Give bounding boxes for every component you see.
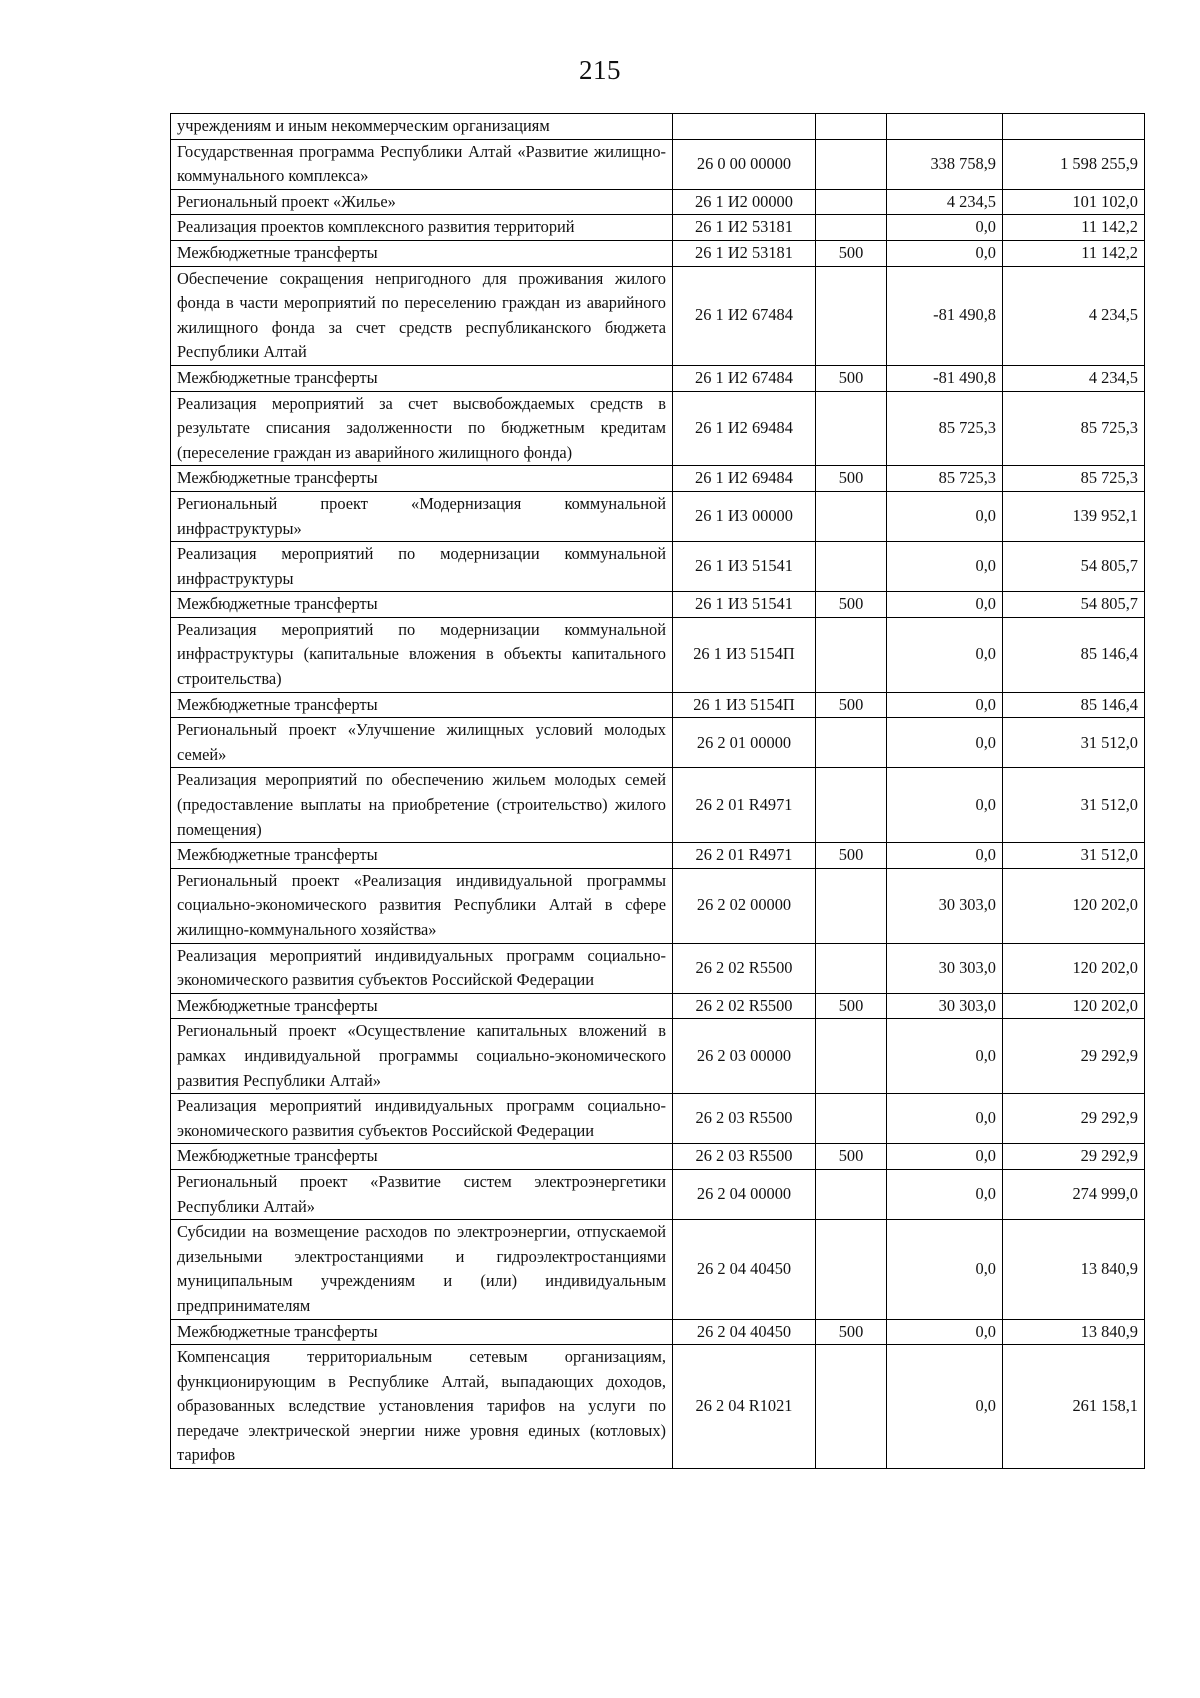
table-row <box>171 1345 1145 1469</box>
row-code-cell: 26 0 00 00000 <box>673 139 816 189</box>
row-name-cell: Межбюджетные трансферты <box>171 1319 673 1345</box>
row-amount-total-cell <box>1003 114 1145 140</box>
table-row <box>171 592 1145 618</box>
row-name-cell: Реализация мероприятий за счет высвобождаемых средств в результате списания задолженности по бюджетным кредитам (переселение граждан из аварийного жилищного фонда) <box>171 391 673 466</box>
row-amount-change-cell: 85 725,3 <box>887 391 1003 466</box>
row-amount-total-cell: 120 202,0 <box>1003 943 1145 993</box>
row-code-cell: 26 1 И2 69484 <box>673 466 816 492</box>
row-code-cell: 26 1 И3 51541 <box>673 592 816 618</box>
row-name-cell: Межбюджетные трансферты <box>171 592 673 618</box>
row-amount-change-cell: 0,0 <box>887 1345 1003 1469</box>
row-expense-type-cell: 500 <box>816 1319 887 1345</box>
row-expense-type-cell <box>816 943 887 993</box>
row-name-cell: Межбюджетные трансферты <box>171 1144 673 1170</box>
row-amount-total-cell: 29 292,9 <box>1003 1144 1145 1170</box>
row-code-cell: 26 1 И3 5154П <box>673 617 816 692</box>
row-amount-total-cell: 31 512,0 <box>1003 843 1145 869</box>
row-amount-total-cell: 120 202,0 <box>1003 993 1145 1019</box>
table-row <box>171 692 1145 718</box>
row-expense-type-cell <box>816 266 887 365</box>
table-row <box>171 215 1145 241</box>
row-code-cell: 26 1 И2 00000 <box>673 189 816 215</box>
row-amount-change-cell: 0,0 <box>887 240 1003 266</box>
row-amount-change-cell: 0,0 <box>887 718 1003 768</box>
row-expense-type-cell <box>816 139 887 189</box>
row-expense-type-cell <box>816 1019 887 1094</box>
row-amount-change-cell: 0,0 <box>887 1319 1003 1345</box>
row-expense-type-cell <box>816 1094 887 1144</box>
row-amount-change-cell: 0,0 <box>887 491 1003 541</box>
row-amount-change-cell: 338 758,9 <box>887 139 1003 189</box>
row-amount-change-cell: 0,0 <box>887 768 1003 843</box>
row-amount-change-cell: 0,0 <box>887 692 1003 718</box>
row-name-cell: Региональный проект «Осуществление капитальных вложений в рамках индивидуальной программы социально-экономического развития Республики Алтай» <box>171 1019 673 1094</box>
budget-table <box>170 113 1145 1469</box>
row-amount-change-cell: 30 303,0 <box>887 993 1003 1019</box>
row-code-cell: 26 2 04 00000 <box>673 1169 816 1219</box>
row-name-cell: Региональный проект «Развитие систем электроэнергетики Республики Алтай» <box>171 1169 673 1219</box>
row-name-cell: Реализация проектов комплексного развития территорий <box>171 215 673 241</box>
row-code-cell: 26 2 01 R4971 <box>673 768 816 843</box>
table-row <box>171 768 1145 843</box>
table-row <box>171 1144 1145 1170</box>
row-code-cell: 26 2 02 R5500 <box>673 943 816 993</box>
page-number: 215 <box>579 55 621 85</box>
row-amount-total-cell: 139 952,1 <box>1003 491 1145 541</box>
table-row <box>171 1019 1145 1094</box>
row-expense-type-cell: 500 <box>816 592 887 618</box>
row-code-cell: 26 2 01 00000 <box>673 718 816 768</box>
row-name-cell: Региональный проект «Улучшение жилищных условий молодых семей» <box>171 718 673 768</box>
row-code-cell: 26 1 И2 69484 <box>673 391 816 466</box>
row-amount-total-cell: 120 202,0 <box>1003 868 1145 943</box>
row-amount-total-cell: 29 292,9 <box>1003 1094 1145 1144</box>
table-row <box>171 139 1145 189</box>
row-code-cell: 26 2 04 40450 <box>673 1220 816 1319</box>
table-row <box>171 617 1145 692</box>
table-row <box>171 1169 1145 1219</box>
row-code-cell <box>673 114 816 140</box>
row-expense-type-cell <box>816 718 887 768</box>
row-amount-total-cell: 31 512,0 <box>1003 768 1145 843</box>
table-row <box>171 1094 1145 1144</box>
row-expense-type-cell <box>816 114 887 140</box>
row-amount-total-cell: 85 725,3 <box>1003 466 1145 492</box>
row-code-cell: 26 2 04 40450 <box>673 1319 816 1345</box>
row-name-cell: Региональный проект «Жилье» <box>171 189 673 215</box>
row-expense-type-cell <box>816 768 887 843</box>
row-code-cell: 26 1 И2 53181 <box>673 215 816 241</box>
row-name-cell: Реализация мероприятий индивидуальных программ социально-экономического развития субъектов Российской Федерации <box>171 1094 673 1144</box>
row-name-cell: Межбюджетные трансферты <box>171 843 673 869</box>
row-expense-type-cell: 500 <box>816 466 887 492</box>
row-expense-type-cell <box>816 391 887 466</box>
row-code-cell: 26 1 И2 67484 <box>673 266 816 365</box>
row-code-cell: 26 1 И2 53181 <box>673 240 816 266</box>
row-code-cell: 26 1 И3 00000 <box>673 491 816 541</box>
table-row <box>171 843 1145 869</box>
row-amount-change-cell: 0,0 <box>887 592 1003 618</box>
row-name-cell: Межбюджетные трансферты <box>171 466 673 492</box>
row-name-cell: Реализация мероприятий индивидуальных программ социально-экономического развития субъектов Российской Федерации <box>171 943 673 993</box>
table-row <box>171 491 1145 541</box>
row-amount-change-cell: 30 303,0 <box>887 943 1003 993</box>
row-name-cell: Обеспечение сокращения непригодного для проживания жилого фонда в части мероприятий по переселению граждан из аварийного жилищного фонда за счет средств республиканского бюджета Республики Алтай <box>171 266 673 365</box>
row-amount-change-cell: 0,0 <box>887 1019 1003 1094</box>
table-row <box>171 718 1145 768</box>
row-amount-change-cell: 0,0 <box>887 1169 1003 1219</box>
table-row <box>171 1220 1145 1319</box>
row-code-cell: 26 1 И2 67484 <box>673 365 816 391</box>
row-amount-change-cell: 0,0 <box>887 215 1003 241</box>
row-name-cell: Реализация мероприятий по обеспечению жильем молодых семей (предоставление выплаты на приобретение (строительство) жилого помещения) <box>171 768 673 843</box>
row-expense-type-cell <box>816 491 887 541</box>
row-code-cell: 26 2 02 00000 <box>673 868 816 943</box>
row-amount-change-cell: 30 303,0 <box>887 868 1003 943</box>
row-amount-total-cell: 261 158,1 <box>1003 1345 1145 1469</box>
table-row <box>171 466 1145 492</box>
row-amount-change-cell: 0,0 <box>887 617 1003 692</box>
row-amount-change-cell: 0,0 <box>887 542 1003 592</box>
row-code-cell: 26 2 02 R5500 <box>673 993 816 1019</box>
row-amount-total-cell: 11 142,2 <box>1003 215 1145 241</box>
row-amount-total-cell: 1 598 255,9 <box>1003 139 1145 189</box>
row-name-cell: учреждениям и иным некоммерческим организациям <box>171 114 673 140</box>
row-code-cell: 26 2 03 R5500 <box>673 1094 816 1144</box>
row-amount-total-cell: 54 805,7 <box>1003 592 1145 618</box>
row-name-cell: Субсидии на возмещение расходов по электроэнергии, отпускаемой дизельными электростанциями и гидроэлектростанциями муниципальным учреждениям и (или) индивидуальным предпринимателям <box>171 1220 673 1319</box>
row-name-cell: Компенсация территориальным сетевым организациям, функционирующим в Республике Алтай, выпадающих доходов, образованных вследствие установления тарифов на услуги по передаче электрической энергии ниже уровня единых (котловых) тарифов <box>171 1345 673 1469</box>
row-expense-type-cell <box>816 189 887 215</box>
table-row <box>171 542 1145 592</box>
row-code-cell: 26 1 И3 5154П <box>673 692 816 718</box>
row-name-cell: Реализация мероприятий по модернизации коммунальной инфраструктуры (капитальные вложения в объекты капитального строительства) <box>171 617 673 692</box>
table-row <box>171 189 1145 215</box>
row-amount-total-cell: 29 292,9 <box>1003 1019 1145 1094</box>
row-amount-total-cell: 101 102,0 <box>1003 189 1145 215</box>
row-expense-type-cell: 500 <box>816 692 887 718</box>
row-expense-type-cell <box>816 215 887 241</box>
table-row <box>171 266 1145 365</box>
row-expense-type-cell <box>816 1220 887 1319</box>
row-amount-total-cell: 13 840,9 <box>1003 1220 1145 1319</box>
row-name-cell: Региональный проект «Реализация индивидуальной программы социально-экономического развития Республики Алтай в сфере жилищно-коммунального хозяйства» <box>171 868 673 943</box>
row-expense-type-cell <box>816 868 887 943</box>
row-expense-type-cell <box>816 617 887 692</box>
row-name-cell: Межбюджетные трансферты <box>171 692 673 718</box>
row-name-cell: Региональный проект «Модернизация коммунальной инфраструктуры» <box>171 491 673 541</box>
row-code-cell: 26 2 03 R5500 <box>673 1144 816 1170</box>
row-expense-type-cell: 500 <box>816 843 887 869</box>
row-expense-type-cell: 500 <box>816 365 887 391</box>
row-amount-change-cell: 0,0 <box>887 843 1003 869</box>
row-amount-total-cell: 85 146,4 <box>1003 692 1145 718</box>
table-row <box>171 943 1145 993</box>
row-amount-change-cell: -81 490,8 <box>887 365 1003 391</box>
row-expense-type-cell <box>816 542 887 592</box>
row-amount-total-cell: 13 840,9 <box>1003 1319 1145 1345</box>
row-amount-change-cell: 0,0 <box>887 1094 1003 1144</box>
row-name-cell: Межбюджетные трансферты <box>171 240 673 266</box>
row-amount-total-cell: 4 234,5 <box>1003 365 1145 391</box>
table-row <box>171 391 1145 466</box>
row-name-cell: Межбюджетные трансферты <box>171 993 673 1019</box>
table-row <box>171 993 1145 1019</box>
table-row <box>171 868 1145 943</box>
row-name-cell: Реализация мероприятий по модернизации коммунальной инфраструктуры <box>171 542 673 592</box>
row-amount-change-cell: 0,0 <box>887 1144 1003 1170</box>
row-expense-type-cell <box>816 1345 887 1469</box>
row-amount-change-cell: 85 725,3 <box>887 466 1003 492</box>
row-name-cell: Государственная программа Республики Алтай «Развитие жилищно-коммунального комплекса» <box>171 139 673 189</box>
row-expense-type-cell <box>816 1169 887 1219</box>
row-code-cell: 26 1 И3 51541 <box>673 542 816 592</box>
row-amount-total-cell: 85 725,3 <box>1003 391 1145 466</box>
row-code-cell: 26 2 04 R1021 <box>673 1345 816 1469</box>
row-amount-total-cell: 274 999,0 <box>1003 1169 1145 1219</box>
row-amount-change-cell: 4 234,5 <box>887 189 1003 215</box>
row-expense-type-cell: 500 <box>816 993 887 1019</box>
row-code-cell: 26 2 01 R4971 <box>673 843 816 869</box>
row-name-cell: Межбюджетные трансферты <box>171 365 673 391</box>
table-row <box>171 1319 1145 1345</box>
row-amount-total-cell: 54 805,7 <box>1003 542 1145 592</box>
row-amount-total-cell: 31 512,0 <box>1003 718 1145 768</box>
table-row <box>171 114 1145 140</box>
table-row <box>171 365 1145 391</box>
row-expense-type-cell: 500 <box>816 1144 887 1170</box>
row-expense-type-cell: 500 <box>816 240 887 266</box>
row-amount-total-cell: 4 234,5 <box>1003 266 1145 365</box>
row-code-cell: 26 2 03 00000 <box>673 1019 816 1094</box>
row-amount-change-cell: 0,0 <box>887 1220 1003 1319</box>
budget-table-body <box>171 114 1145 1469</box>
row-amount-change-cell: -81 490,8 <box>887 266 1003 365</box>
row-amount-total-cell: 85 146,4 <box>1003 617 1145 692</box>
table-row <box>171 240 1145 266</box>
row-amount-total-cell: 11 142,2 <box>1003 240 1145 266</box>
row-amount-change-cell <box>887 114 1003 140</box>
